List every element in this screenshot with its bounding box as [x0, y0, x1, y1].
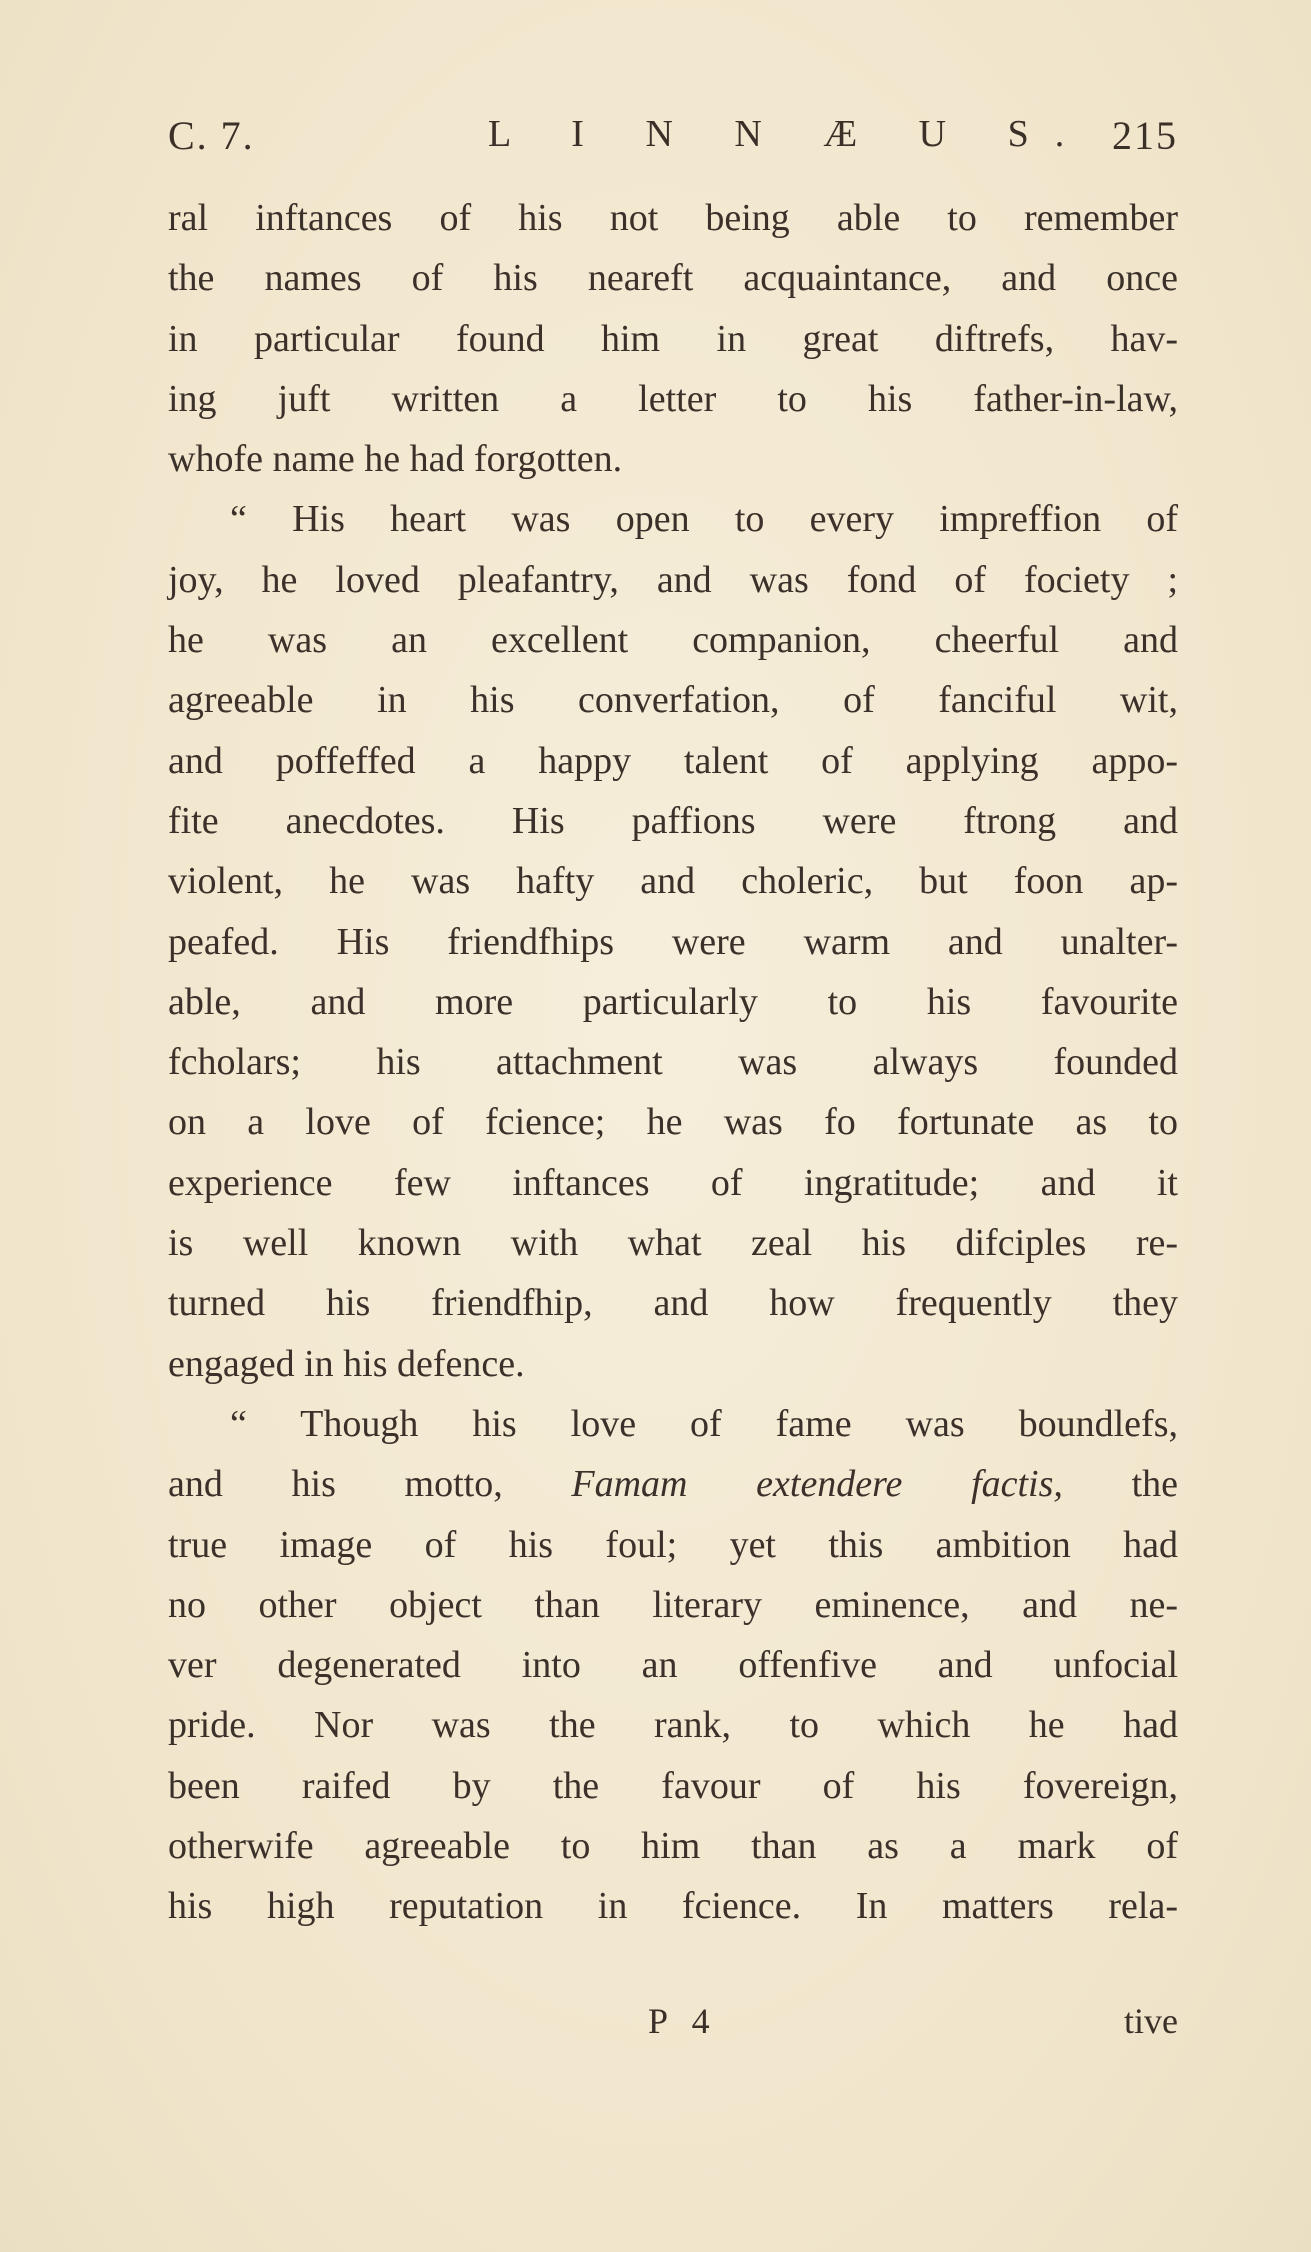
text-line: in particular found him in great diftrefs, hav- — [168, 317, 1178, 360]
text-line: “ His heart was open to every impreffion of — [230, 498, 1178, 541]
text-line: been raifed by the favour of his fovereign, — [168, 1764, 1178, 1807]
text-line: ral inftances of his not being able to remember — [168, 197, 1178, 239]
text-line: engaged in his defence. — [168, 1342, 525, 1385]
text-line: and poffeffed a happy talent of applying appo- — [168, 739, 1178, 782]
text-line: fite anecdotes. His paffions were ftrong and — [168, 799, 1178, 842]
text-line: otherwife agreeable to him than as a mark of — [168, 1825, 1178, 1868]
text-line: violent, he was hafty and choleric, but foon ap- — [168, 860, 1178, 903]
catchword: tive — [1124, 2001, 1178, 2041]
text-line: his high reputation in fcience. In matters rela- — [168, 1885, 1178, 1928]
text-line: experience few inftances of ingratitude; and it — [168, 1161, 1178, 1204]
text-line: fcholars; his attachment was always founded — [168, 1041, 1178, 1084]
page-number: 215 — [1112, 113, 1178, 158]
text-line: peafed. His friendfhips were warm and unalter- — [168, 920, 1178, 963]
text-line: on a love of fcience; he was fo fortunate as to — [168, 1101, 1178, 1144]
signature-mark: P 4 — [648, 2001, 718, 2041]
motto-tail: the — [1131, 1463, 1179, 1506]
text-line: turned his friendfhip, and how frequently they — [168, 1282, 1178, 1325]
text-line: able, and more particularly to his favourite — [168, 980, 1178, 1023]
chapter-label: C. 7. — [168, 113, 255, 158]
text-line: ing juft written a letter to his father-in-law, — [168, 377, 1178, 420]
running-header — [168, 112, 1178, 172]
motto-intro: and his motto, — [168, 1463, 503, 1506]
page-footer — [168, 2000, 1178, 2060]
text-line-with-motto — [168, 1454, 1178, 1514]
text-line: he was an excellent companion, cheerful and — [168, 619, 1178, 662]
text-line: true image of his foul; yet this ambition had — [168, 1523, 1178, 1566]
text-line: whofe name he had forgotten. — [168, 438, 623, 481]
motto-italic: Famam extendere factis, — [571, 1463, 1063, 1506]
text-line: “ Though his love of fame was boundlefs, — [230, 1402, 1178, 1445]
body-text — [168, 188, 1178, 1937]
text-line: joy, he loved pleafantry, and was fond of fociety ; — [168, 558, 1178, 601]
text-line: is well known with what zeal his difciples re- — [168, 1222, 1178, 1265]
text-line: the names of his neareft acquaintance, and once — [168, 257, 1178, 300]
text-line: ver degenerated into an offenfive and unfocial — [168, 1644, 1178, 1687]
running-title: L I N N Æ U S. — [488, 113, 1091, 155]
text-line: pride. Nor was the rank, to which he had — [168, 1704, 1178, 1747]
text-line: no other object than literary eminence, and ne- — [168, 1583, 1178, 1626]
text-line: agreeable in his converfation, of fanciful wit, — [168, 679, 1178, 722]
